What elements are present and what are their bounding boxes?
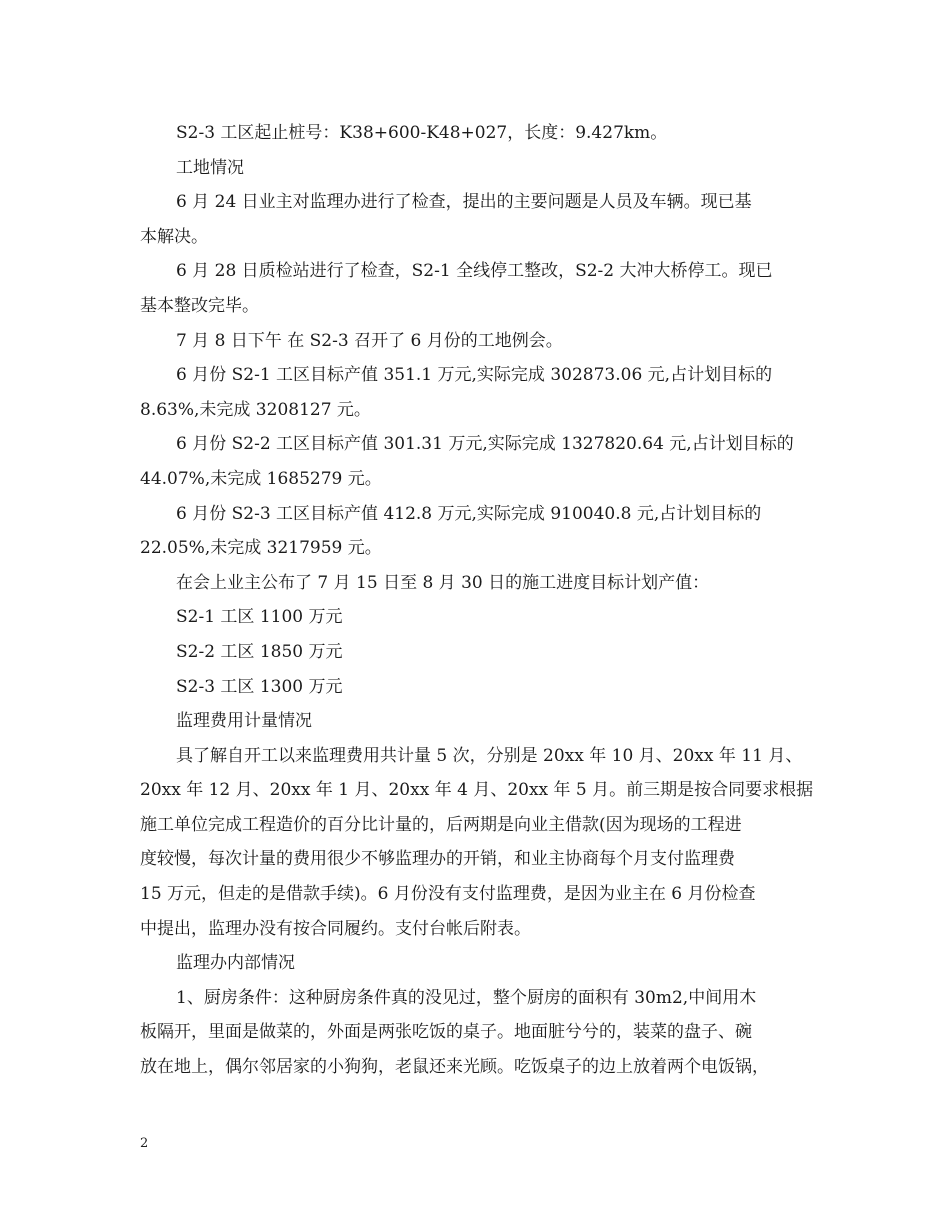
paragraph	[140, 670, 820, 705]
text-line: 本解决。	[140, 226, 208, 247]
paragraph	[140, 566, 820, 601]
text-line: 放在地上，偶尔邻居家的小狗狗，老鼠还来光顾。吃饭桌子的边上放着两个电饭锅，	[140, 1057, 769, 1078]
paragraph	[140, 151, 820, 186]
paragraph	[140, 981, 820, 1085]
paragraph	[140, 324, 820, 359]
text-line: 板隔开，里面是做菜的，外面是两张吃饭的桌子。地面脏兮兮的，装菜的盘子、碗	[140, 1022, 752, 1043]
text-line: 具了解自开工以来监理费用共计量 5 次，分别是 20xx 年 10 月、20xx 年 11 月、	[176, 745, 803, 766]
text-line: 6 月份 S2-1 工区目标产值 351.1 万元,实际完成 302873.06 元,占计划目标的	[176, 365, 773, 386]
text-line: 8.63%,未完成 3208127 元。	[140, 399, 371, 420]
text-line: 6 月份 S2-2 工区目标产值 301.31 万元,实际完成 1327820.64 元,占计划目标的	[176, 434, 794, 455]
text-line: 监理费用计量情况	[176, 711, 312, 732]
text-line: 20xx 年 12 月、20xx 年 1 月、20xx 年 4 月、20xx 年 5 月。前三期是按合同要求根据	[140, 780, 814, 801]
text-line: 中提出，监理办没有按合同履约。支付台帐后附表。	[140, 918, 531, 939]
text-line: S2-2 工区 1850 万元	[176, 641, 343, 662]
text-line: 在会上业主公布了 7 月 15 日至 8 月 30 日的施工进度目标计划产值：	[176, 572, 710, 593]
text-line: 6 月 24 日业主对监理办进行了检查，提出的主要问题是人员及车辆。现已基	[176, 192, 752, 213]
text-line: 44.07%,未完成 1685279 元。	[140, 468, 382, 489]
text-line: 15 万元，但走的是借款手续)。6 月份没有支付监理费，是因为业主在 6 月份检查	[140, 884, 756, 905]
paragraph	[140, 254, 820, 323]
text-line: 监理办内部情况	[176, 953, 295, 974]
paragraph	[140, 427, 820, 496]
text-line: 6 月 28 日质检站进行了检查，S2-1 全线停工整改，S2-2 大冲大桥停工。现已	[176, 261, 773, 282]
text-line: S2-3 工区 1300 万元	[176, 676, 343, 697]
text-line: 基本整改完毕。	[140, 295, 259, 316]
text-line: S2-3 工区起止桩号：K38+600-K48+027，长度：9.427km。	[176, 123, 668, 143]
text-line: 1、厨房条件：这种厨房条件真的没见过，整个厨房的面积有 30m2,中间用木	[176, 987, 757, 1008]
paragraph	[140, 185, 820, 254]
paragraph	[140, 739, 820, 947]
paragraph	[140, 946, 820, 981]
text-line: 工地情况	[176, 157, 244, 178]
paragraph	[140, 358, 820, 427]
text-line: 7 月 8 日下午 在 S2-3 召开了 6 月份的工地例会。	[176, 330, 563, 351]
text-line: S2-1 工区 1100 万元	[176, 607, 343, 628]
paragraph	[140, 116, 820, 151]
body-text	[140, 116, 820, 1085]
paragraph	[140, 704, 820, 739]
paragraph	[140, 635, 820, 670]
paragraph	[140, 497, 820, 566]
paragraph	[140, 600, 820, 635]
page-number: 2	[140, 1136, 149, 1151]
text-line: 施工单位完成工程造价的百分比计量的，后两期是向业主借款(因为现场的工程进	[140, 814, 742, 835]
text-line: 22.05%,未完成 3217959 元。	[140, 538, 382, 559]
text-line: 度较慢，每次计量的费用很少不够监理办的开销，和业主协商每个月支付监理费	[140, 849, 735, 870]
text-line: 6 月份 S2-3 工区目标产值 412.8 万元,实际完成 910040.8 元,占计划目标的	[176, 503, 762, 524]
